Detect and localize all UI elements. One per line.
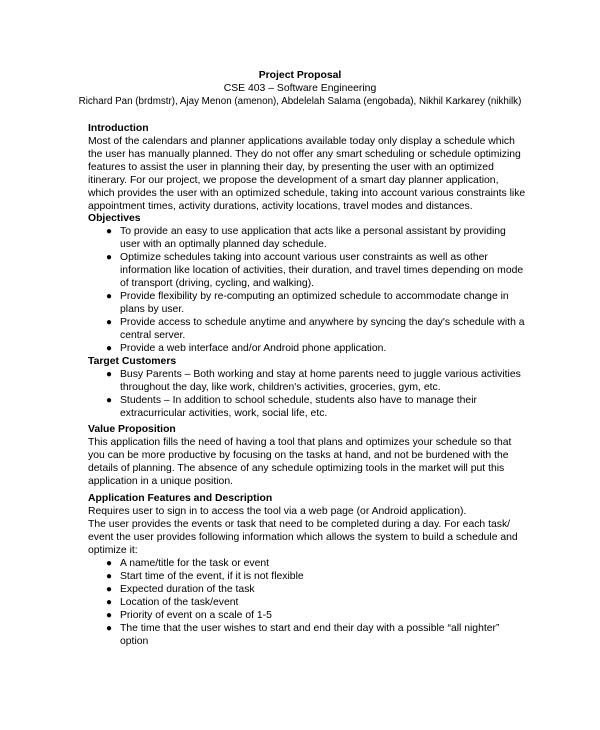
list-item	[88, 251, 528, 290]
bullet-icon: ●	[106, 252, 113, 263]
target-customers-list	[88, 368, 528, 420]
list-item-line: Provide flexibility by re-computing an optimized schedule to accommodate change in	[120, 291, 509, 302]
paragraph-line: optimize it:	[88, 545, 138, 556]
list-item	[88, 622, 528, 648]
document-title: Project Proposal	[258, 70, 342, 81]
paragraph-line: details of planning. The absence of any schedule optimizing tools in the market will put this	[88, 463, 505, 474]
list-item-line: To provide an easy to use application that acts like a personal assistant by providing	[120, 226, 506, 237]
list-item-line: Expected duration of the task	[120, 584, 255, 595]
introduction-heading: Introduction	[88, 123, 149, 134]
bullet-icon: ●	[106, 571, 113, 582]
paragraph-line: itinerary. For our project, we propose the development of a smart day planner application,	[88, 175, 499, 186]
bullet-icon: ●	[106, 558, 113, 569]
author-list: Richard Pan (brdmstr), Ajay Menon (amenon), Abdelelah Salama (engobada), Nikhil Karkarey (nikhilk)	[78, 96, 522, 107]
course-name: CSE 403 – Software Engineering	[223, 83, 377, 94]
value-proposition-heading: Value Proposition	[88, 424, 176, 435]
bullet-icon: ●	[106, 291, 113, 302]
paragraph-line: The user provides the events or task that need to be completed during a day. For each task/	[88, 519, 511, 530]
value-proposition-paragraph	[88, 436, 528, 488]
bullet-icon: ●	[106, 226, 113, 237]
bullet-icon: ●	[106, 317, 113, 328]
list-item-line: A name/title for the task or event	[120, 558, 270, 569]
paragraph-line: the user has manually planned. They do not offer any smart scheduling or schedule optimizing	[88, 149, 521, 160]
list-item	[88, 316, 528, 342]
list-item	[88, 368, 528, 394]
list-item-line: Students – In addition to school schedule, students also have to manage their	[120, 395, 477, 406]
list-item	[88, 557, 528, 570]
paragraph-line: application in a unique position.	[88, 476, 233, 487]
list-item-line: extracurricular activities, work, social life, etc.	[120, 408, 328, 419]
bullet-icon: ●	[106, 343, 113, 354]
list-item-line: option	[120, 636, 149, 647]
list-item-line: central server.	[120, 330, 186, 341]
list-item-line: The time that the user wishes to start and end their day with a possible “all nighter”	[120, 623, 500, 634]
value-proposition-section	[88, 423, 528, 488]
objectives-heading: Objectives	[88, 213, 141, 224]
paragraph-line: Most of the calendars and planner applications available today only display a schedule which	[88, 136, 515, 147]
list-item	[88, 394, 528, 420]
target-customers-heading: Target Customers	[88, 356, 177, 367]
objectives-list	[88, 225, 528, 355]
list-item-line: Provide access to schedule anytime and anywhere by syncing the day's schedule with a	[120, 317, 525, 328]
features-section	[88, 492, 528, 648]
list-item	[88, 609, 528, 622]
list-item	[88, 596, 528, 609]
bullet-icon: ●	[106, 597, 113, 608]
list-item-line: Provide a web interface and/or Android phone application.	[120, 343, 387, 354]
list-item	[88, 290, 528, 316]
list-item-line: information like location of activities, their duration, and travel times depending on mode	[120, 265, 524, 276]
list-item-line: user with an optimally planned day schedule.	[120, 239, 327, 250]
introduction-paragraph	[88, 135, 528, 213]
bullet-icon: ●	[106, 395, 113, 406]
introduction-section	[88, 122, 528, 213]
bullet-icon: ●	[106, 369, 113, 380]
bullet-icon: ●	[106, 623, 113, 634]
paragraph-line: Requires user to sign in to access the tool via a web page (or Android application).	[88, 506, 467, 517]
list-item	[88, 225, 528, 251]
list-item	[88, 583, 528, 596]
paragraph-line: which provides the user with an optimized schedule, taking into account various constraints like	[88, 188, 526, 199]
list-item-line: Start time of the event, if it is not flexible	[120, 571, 304, 582]
bullet-icon: ●	[106, 584, 113, 595]
list-item-line: Location of the task/event	[120, 597, 239, 608]
paragraph-line: event the user provides following information which allows the system to build a schedule and	[88, 532, 518, 543]
list-item-line: throughout the day, like work, children's activities, groceries, gym, etc.	[120, 382, 441, 393]
list-item	[88, 342, 528, 355]
paragraph-line: features to assist the user in planning their day, by presenting the user with an optimized	[88, 162, 494, 173]
target-customers-section	[88, 355, 528, 420]
paragraph-line: appointment times, activity durations, activity locations, travel modes and distances.	[88, 201, 473, 212]
paragraph-line: you can be more productive by focusing on the tasks at hand, and not be burdened with the	[88, 450, 509, 461]
list-item-line: of transport (driving, cycling, and walking).	[120, 278, 315, 289]
bullet-icon: ●	[106, 610, 113, 621]
paragraph-line: This application fills the need of having a tool that plans and optimizes your schedule so that	[88, 437, 512, 448]
list-item-line: Optimize schedules taking into account various user constraints as well as other	[120, 252, 488, 263]
list-item	[88, 570, 528, 583]
features-paragraph	[88, 505, 528, 557]
objectives-section	[88, 212, 528, 355]
features-heading: Application Features and Description	[88, 493, 273, 504]
list-item-line: Busy Parents – Both working and stay at home parents need to juggle various activities	[120, 369, 521, 380]
features-list	[88, 557, 528, 648]
list-item-line: Priority of event on a scale of 1-5	[120, 610, 272, 621]
list-item-line: plans by user.	[120, 304, 185, 315]
